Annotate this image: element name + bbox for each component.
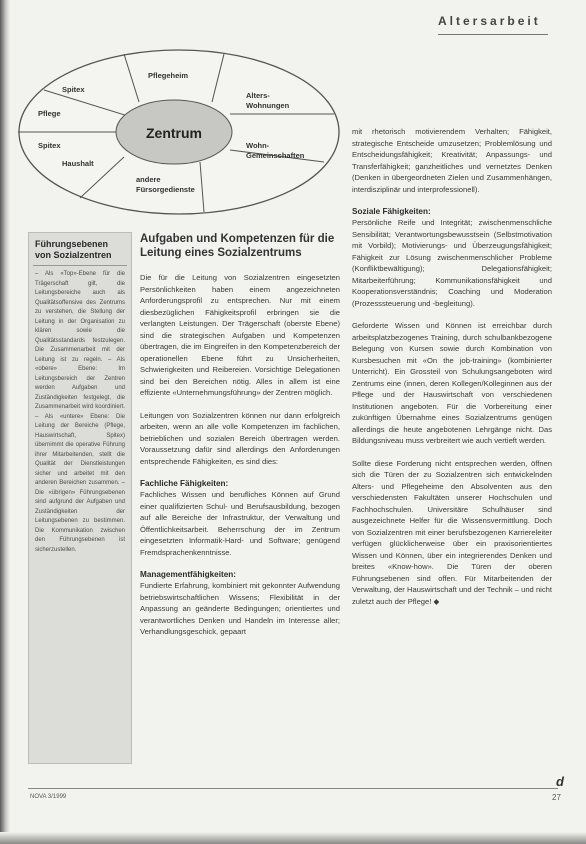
segment-label: andere bbox=[136, 175, 161, 184]
center-label: Zentrum bbox=[146, 125, 202, 141]
segment-label: Alters- bbox=[246, 91, 270, 100]
article-paragraph: Die für die Leitung von Sozialzentren eingesetzten Persönlichkeiten haben einem angezeichneten Anforderungsprofil zu entsprechen. Nur mit einem diesbezüglichen Fähigkeitsprofil erbringen sie die verlangten Leistungen. Der Trägerschaft (oberste Ebene) sind die strategischen Aufgaben und Kompetenzen übertragen, die im Eingreifen in den Kompetenzbereich der operationellen Ebene führt zu Unsicherheiten, Schwierigkeiten und Reibereien. Vorsichtige Delegationen sind bei den Bereichen nötig. Alles in allem ist eine effiziente «Unternehmungsführung» der Zentren möglich. bbox=[140, 273, 340, 397]
article-paragraph: Leitungen von Sozialzentren können nur dann erfolgreich arbeiten, wenn an alle volle Kompetenzen im fachlichen, betrieblichen und sozialen Bereich übertragen werden. Voraussetzung dafür sind allerdings den Anforderungen entsprechende Fähigkeiten, es sind dies: bbox=[140, 410, 340, 466]
article-column-right bbox=[352, 126, 552, 618]
sidebar-box bbox=[28, 232, 132, 764]
page-number: 27 bbox=[552, 793, 561, 802]
segment-label: Wohn- bbox=[246, 141, 270, 150]
footer-rule bbox=[28, 788, 558, 789]
article-paragraph: Fachliches Wissen und berufliches Können auf Grund einer qualifizierten Schul- und Berufsausbildung, bezogen auf alle Bereiche der Infrastruktur, der Verwaltung und Öffentlichkeitsarbeit. Beherrschung der im Zentrum eingesetzten Informatik-Hard- und Software; genügend Fremdsprachenkenntnisse. bbox=[140, 490, 340, 557]
sidebar-text: – Als «Top»-Ebene für die Trägerschaft gilt, die Leitungsbereiche auch als Qualitätsoffensive des Zentrums zu verstehen, die Stellung der Leitung in der Organisation zu klären sowie die Qualitätsstandards festzulegen. Die Zusammenarbeit mit der Leitung ist zu regeln. – Als «obere» Ebene: Im Leitungsbereich der Zentren werden Aufgaben und Zuständigkeiten festgelegt, die Zusammenarbeit wird koordiniert. – Als «untere» Ebene: Die Leitung der Bereiche (Pflege, Hauswirtschaft, Spitex) übernimmt die operative Führung ihrer Mitarbeitenden, stellt die Qualität der Dienstleistungen sicher und arbeitet mit den anderen Bereichen zusammen. – Die «übrigen» Führungsebenen sind aufgrund der Aufgaben und Zuständigkeiten der Leitungsebenen zu bestimmen. Die Kommunikation zwischen den Führungsebenen ist sicherzustellen. bbox=[35, 271, 125, 553]
segment-label: Wohnungen bbox=[246, 101, 290, 110]
article-paragraph: Geforderte Wissen und Können ist erreichbar durch arbeitsplatzbezogenes Training, durch schulbankbezogene Belegung von Kursen sowie durch Kombination von Kursbesuchen mit «On the job-training» (kombinierter Unterricht). Ein Grossteil von Schulungsangeboten wird Zentrums eine (innen, deren Kollegen/Kolleginnen aus der Pflege und der Hauswirtschaft von verschiedenen Institutionen angeboten. Für die Vorbereitung einer zukünftigen Übernahme eines Sozialzentrums genügen allerdings die heute angebotenen Lehrgänge nicht. Das Bildungsniveau muss verbreitert wie auch vertieft werden. bbox=[352, 321, 552, 445]
sidebar-title: Führungsebenen von Sozialzentren bbox=[33, 233, 127, 266]
page-bottom-shadow bbox=[0, 832, 586, 844]
article-paragraph: mit rhetorisch motivierendem Verhalten; Fähigkeit, strategische Entscheide umzusetzen; Problemlösung und Entscheidungsfähigkeit; Kreativität; Anpassungs- und Transferfähigkeit; ganzheitliches und vernetztes Denken (Denken in übergeordneten Zielen und Zusammenhängen, interdisziplinär und interprofessionell). bbox=[352, 127, 552, 194]
organisation-diagram bbox=[14, 42, 344, 222]
article-paragraph: Persönliche Reife und Integrität; zwischenmenschliche Sensibilität; Verantwortungsbewusstsein (Selbstmotivation mit Vorbild); Motivierungs- und Überzeugungsfähigkeit; Fähigkeit zur Lösung zwischenmenschlicher Probleme (Konfliktbewältigung); Delegationsfähigkeit; Mitarbeiterführung; Kommunikationsfähigkeit und Kooperationsverständnis; Coaching und Moderation (Prozesssteuerung und -begleitung). bbox=[352, 218, 552, 308]
subheading-management: Managementfähigkeiten: bbox=[140, 570, 236, 579]
segment-label: Gemeinschaften bbox=[246, 151, 305, 160]
segment-label: Spitex bbox=[62, 85, 85, 94]
end-mark: d bbox=[556, 774, 564, 789]
article-paragraph: Sollte diese Forderung nicht entsprechen werden, öffnen sich die Türen der zu Sozialzentren sich entwickelnden Alters- und Pflegeheime den Absolventen aus den verschiedensten Fakultäten unserer Hochschulen und Fachhochschulen. Universitäre Schulhäuser sind ausgezeichnete Helfer für die Wissensvermittlung. Doch von Sozialzentren mit einer berufsbezogenen Karriereleiter verfügen glücklicherweise über ein praxisorientiertes Wissen und Können, über ein integrierendes Denken und breites «Know-how». Die Türen der oberen Führungsebenen sind offen. Für Mitarbeitenden der Verwaltung, der Hauswirtschaft und der Technik – und nicht zuletzt auch der Pflege! ◆ bbox=[352, 458, 552, 606]
page-edge-shadow bbox=[0, 0, 10, 844]
article-column-middle bbox=[140, 232, 340, 649]
segment-label: Spitex bbox=[38, 141, 61, 150]
article-headline: Aufgaben und Kompetenzen für die Leitung eines Sozialzentrums bbox=[140, 233, 335, 259]
header-rule bbox=[438, 34, 548, 35]
subheading-soziale: Soziale Fähigkeiten: bbox=[352, 207, 431, 216]
segment-label: Pflege bbox=[38, 109, 61, 118]
subheading-fachliche: Fachliche Fähigkeiten: bbox=[140, 479, 229, 488]
segment-label: Haushalt bbox=[62, 159, 94, 168]
article-paragraph: Fundierte Erfahrung, kombiniert mit gekonnter Aufwendung betriebswirtschaftlichen Wissens; Flexibilität in der Anpassung an geänderte Bedingungen; orientiertes und verantwortliches Denken und Handeln im Interesse aller; Verhandlungsgeschick, gepaart bbox=[140, 581, 340, 636]
segment-label: Fürsorgedienste bbox=[136, 185, 195, 194]
section-header: Altersarbeit bbox=[438, 14, 541, 28]
footer-publication: NOVA 3/1999 bbox=[30, 794, 67, 800]
segment-label: Pflegeheim bbox=[148, 71, 189, 80]
